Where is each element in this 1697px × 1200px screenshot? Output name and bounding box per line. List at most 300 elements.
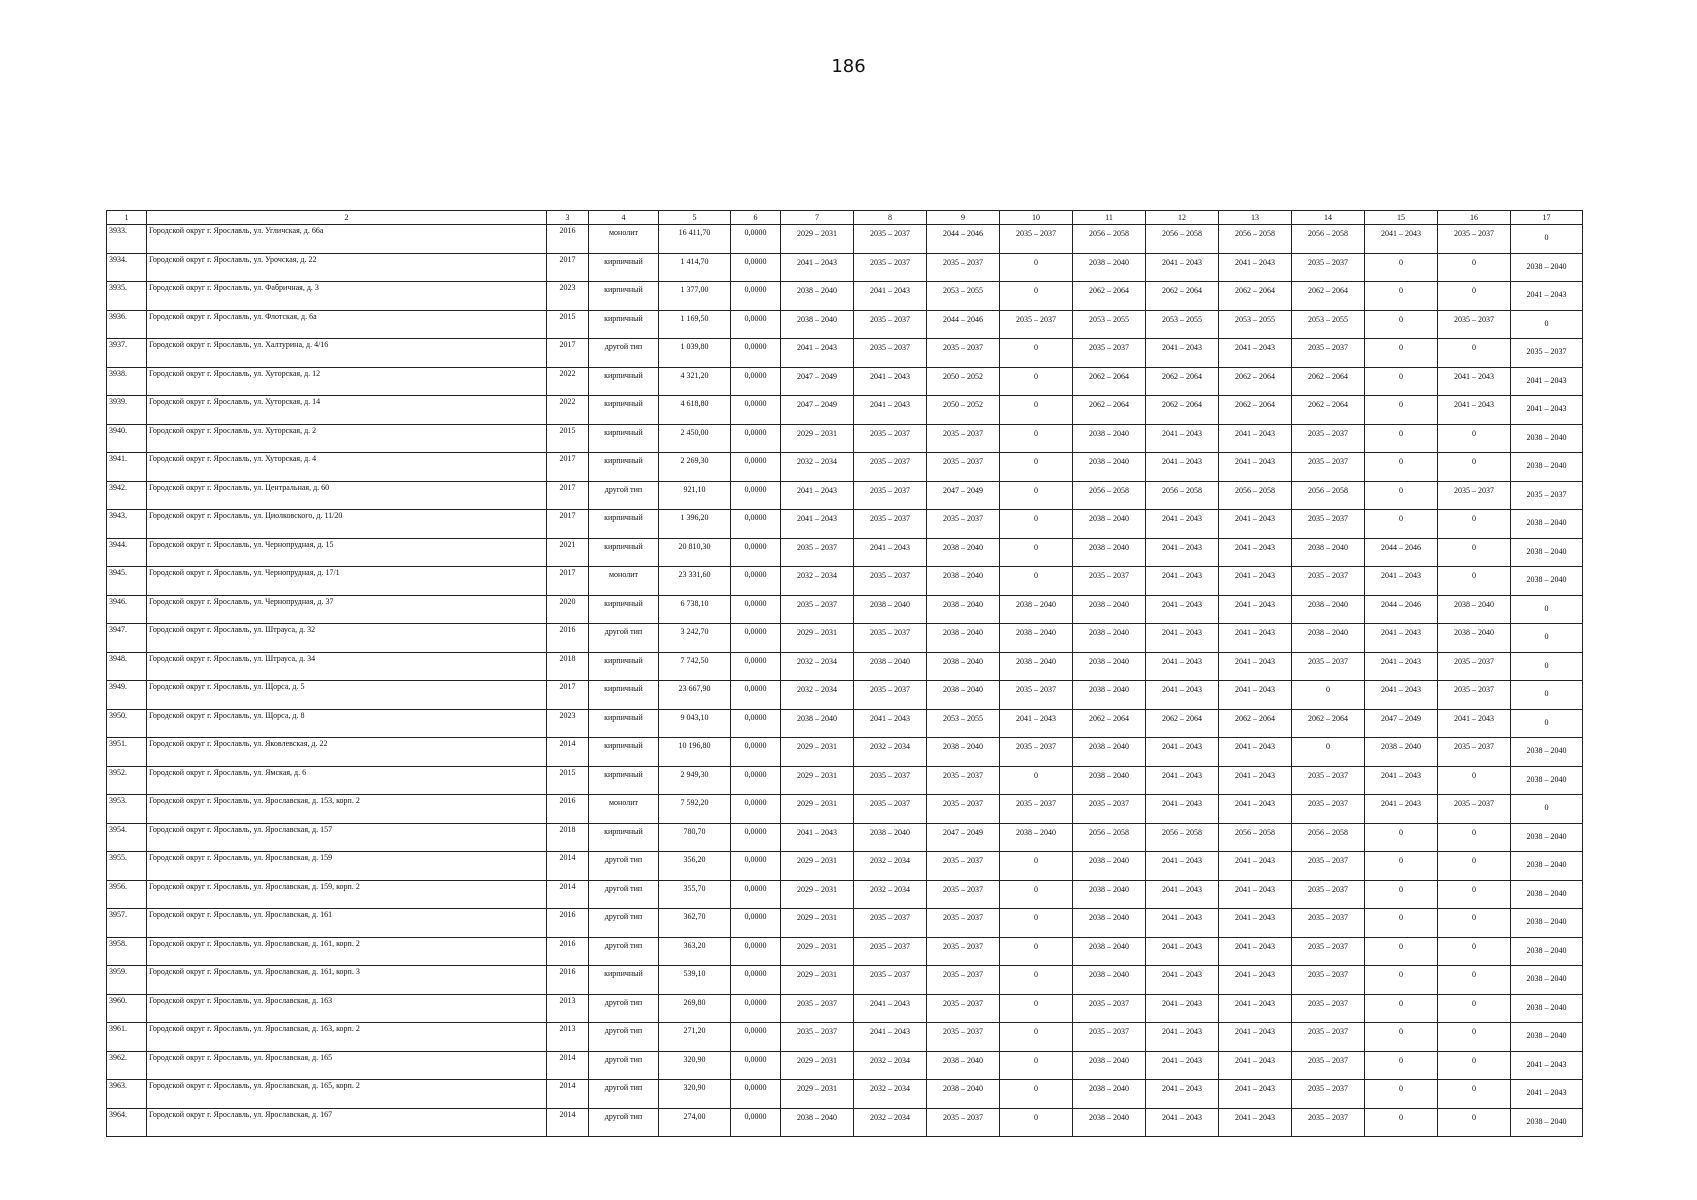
cell-period-10: 2035 – 2037 [1000, 225, 1073, 254]
cell-area: 1 396,20 [659, 510, 731, 539]
cell-row-number: 3945. [107, 567, 147, 596]
cell-period-9: 2038 – 2040 [927, 652, 1000, 681]
cell-year: 2016 [547, 795, 589, 824]
cell-period-11: 2038 – 2040 [1073, 1051, 1146, 1080]
cell-period-17: 2038 – 2040 [1511, 453, 1583, 482]
cell-year: 2017 [547, 567, 589, 596]
cell-address: Городской округ г. Ярославль, ул. Ярославская, д. 165 [147, 1051, 547, 1080]
cell-period-13: 2056 – 2058 [1219, 823, 1292, 852]
cell-period-14: 2035 – 2037 [1292, 510, 1365, 539]
cell-period-13: 2041 – 2043 [1219, 652, 1292, 681]
cell-period-17: 2035 – 2037 [1511, 339, 1583, 368]
cell-period-11: 2056 – 2058 [1073, 481, 1146, 510]
cell-year: 2016 [547, 966, 589, 995]
table-row [107, 681, 1583, 710]
cell-period-13: 2062 – 2064 [1219, 709, 1292, 738]
cell-period-11: 2038 – 2040 [1073, 652, 1146, 681]
table-row [107, 225, 1583, 254]
cell-period-15: 0 [1365, 1108, 1438, 1137]
cell-wall-material: другой тип [589, 1080, 659, 1109]
cell-period-11: 2038 – 2040 [1073, 253, 1146, 282]
cell-period-9: 2044 – 2046 [927, 225, 1000, 254]
table-row [107, 795, 1583, 824]
cell-period-10: 0 [1000, 538, 1073, 567]
column-number-header-row [107, 211, 1583, 225]
cell-share: 0,0000 [731, 567, 781, 596]
cell-period-15: 0 [1365, 937, 1438, 966]
cell-period-7: 2029 – 2031 [781, 766, 854, 795]
cell-address: Городской округ г. Ярославль, ул. Фабричная, д. 3 [147, 282, 547, 311]
column-header-3: 3 [547, 211, 589, 225]
cell-row-number: 3956. [107, 880, 147, 909]
cell-period-13: 2053 – 2055 [1219, 310, 1292, 339]
cell-area: 1 039,80 [659, 339, 731, 368]
cell-year: 2017 [547, 253, 589, 282]
page-number: 186 [831, 56, 866, 77]
cell-period-7: 2035 – 2037 [781, 538, 854, 567]
cell-period-13: 2041 – 2043 [1219, 852, 1292, 881]
cell-period-17: 2038 – 2040 [1511, 880, 1583, 909]
cell-row-number: 3949. [107, 681, 147, 710]
cell-period-16: 2038 – 2040 [1438, 624, 1511, 653]
cell-period-16: 0 [1438, 1080, 1511, 1109]
cell-year: 2014 [547, 1080, 589, 1109]
cell-period-16: 0 [1438, 823, 1511, 852]
cell-period-11: 2062 – 2064 [1073, 396, 1146, 425]
cell-row-number: 3962. [107, 1051, 147, 1080]
cell-period-13: 2041 – 2043 [1219, 339, 1292, 368]
cell-period-17: 0 [1511, 681, 1583, 710]
cell-area: 355,70 [659, 880, 731, 909]
cell-period-14: 2062 – 2064 [1292, 282, 1365, 311]
cell-period-10: 0 [1000, 966, 1073, 995]
cell-period-9: 2035 – 2037 [927, 909, 1000, 938]
cell-address: Городской округ г. Ярославль, ул. Хуторская, д. 12 [147, 367, 547, 396]
cell-period-15: 0 [1365, 966, 1438, 995]
cell-wall-material: монолит [589, 795, 659, 824]
cell-period-16: 0 [1438, 282, 1511, 311]
cell-period-13: 2041 – 2043 [1219, 567, 1292, 596]
cell-share: 0,0000 [731, 823, 781, 852]
column-header-10: 10 [1000, 211, 1073, 225]
cell-wall-material: кирпичный [589, 424, 659, 453]
cell-year: 2023 [547, 709, 589, 738]
cell-period-12: 2041 – 2043 [1146, 966, 1219, 995]
cell-period-9: 2035 – 2037 [927, 880, 1000, 909]
cell-period-11: 2062 – 2064 [1073, 709, 1146, 738]
cell-period-13: 2056 – 2058 [1219, 225, 1292, 254]
table-row [107, 510, 1583, 539]
cell-area: 539,10 [659, 966, 731, 995]
cell-area: 921,10 [659, 481, 731, 510]
cell-period-16: 0 [1438, 766, 1511, 795]
cell-address: Городской округ г. Ярославль, ул. Ярославская, д. 153, корп. 2 [147, 795, 547, 824]
cell-period-13: 2041 – 2043 [1219, 538, 1292, 567]
cell-period-14: 2062 – 2064 [1292, 709, 1365, 738]
cell-wall-material: другой тип [589, 909, 659, 938]
cell-period-11: 2038 – 2040 [1073, 880, 1146, 909]
cell-period-13: 2041 – 2043 [1219, 424, 1292, 453]
cell-area: 10 196,80 [659, 738, 731, 767]
cell-period-13: 2041 – 2043 [1219, 253, 1292, 282]
cell-area: 3 242,70 [659, 624, 731, 653]
cell-period-11: 2038 – 2040 [1073, 681, 1146, 710]
cell-period-14: 2062 – 2064 [1292, 367, 1365, 396]
cell-row-number: 3958. [107, 937, 147, 966]
cell-period-11: 2038 – 2040 [1073, 937, 1146, 966]
cell-period-12: 2056 – 2058 [1146, 823, 1219, 852]
cell-address: Городской округ г. Ярославль, ул. Щорса, д. 8 [147, 709, 547, 738]
cell-period-7: 2029 – 2031 [781, 937, 854, 966]
column-header-11: 11 [1073, 211, 1146, 225]
cell-period-7: 2029 – 2031 [781, 738, 854, 767]
cell-row-number: 3947. [107, 624, 147, 653]
cell-address: Городской округ г. Ярославль, ул. Ямская, д. 6 [147, 766, 547, 795]
cell-period-13: 2041 – 2043 [1219, 681, 1292, 710]
cell-year: 2022 [547, 396, 589, 425]
cell-period-8: 2041 – 2043 [854, 994, 927, 1023]
cell-area: 4 618,80 [659, 396, 731, 425]
cell-period-15: 2038 – 2040 [1365, 738, 1438, 767]
cell-period-7: 2029 – 2031 [781, 1080, 854, 1109]
cell-period-8: 2041 – 2043 [854, 1023, 927, 1052]
cell-wall-material: другой тип [589, 937, 659, 966]
cell-period-14: 2035 – 2037 [1292, 1051, 1365, 1080]
cell-wall-material: кирпичный [589, 681, 659, 710]
table-row [107, 766, 1583, 795]
cell-period-10: 0 [1000, 1023, 1073, 1052]
cell-address: Городской округ г. Ярославль, ул. Штрауса, д. 32 [147, 624, 547, 653]
cell-period-14: 2035 – 2037 [1292, 852, 1365, 881]
cell-period-10: 2038 – 2040 [1000, 652, 1073, 681]
cell-wall-material: другой тип [589, 994, 659, 1023]
cell-wall-material: кирпичный [589, 253, 659, 282]
cell-period-13: 2041 – 2043 [1219, 595, 1292, 624]
cell-period-7: 2029 – 2031 [781, 852, 854, 881]
cell-period-8: 2032 – 2034 [854, 880, 927, 909]
cell-period-11: 2038 – 2040 [1073, 510, 1146, 539]
cell-area: 4 321,20 [659, 367, 731, 396]
cell-period-12: 2041 – 2043 [1146, 652, 1219, 681]
cell-period-15: 0 [1365, 424, 1438, 453]
cell-period-12: 2062 – 2064 [1146, 282, 1219, 311]
cell-period-9: 2038 – 2040 [927, 567, 1000, 596]
cell-row-number: 3960. [107, 994, 147, 1023]
cell-period-9: 2035 – 2037 [927, 453, 1000, 482]
cell-year: 2015 [547, 310, 589, 339]
cell-period-10: 0 [1000, 253, 1073, 282]
cell-period-10: 0 [1000, 852, 1073, 881]
cell-period-9: 2035 – 2037 [927, 510, 1000, 539]
cell-period-16: 0 [1438, 567, 1511, 596]
cell-period-7: 2038 – 2040 [781, 709, 854, 738]
cell-period-12: 2041 – 2043 [1146, 852, 1219, 881]
cell-period-17: 2038 – 2040 [1511, 538, 1583, 567]
cell-period-15: 2041 – 2043 [1365, 225, 1438, 254]
cell-period-9: 2053 – 2055 [927, 282, 1000, 311]
cell-period-15: 0 [1365, 994, 1438, 1023]
cell-period-8: 2035 – 2037 [854, 453, 927, 482]
cell-period-12: 2056 – 2058 [1146, 225, 1219, 254]
cell-share: 0,0000 [731, 510, 781, 539]
cell-share: 0,0000 [731, 966, 781, 995]
cell-period-8: 2035 – 2037 [854, 909, 927, 938]
cell-period-7: 2047 – 2049 [781, 396, 854, 425]
cell-period-10: 2035 – 2037 [1000, 738, 1073, 767]
table-row [107, 367, 1583, 396]
cell-period-12: 2041 – 2043 [1146, 766, 1219, 795]
cell-wall-material: другой тип [589, 1023, 659, 1052]
cell-period-8: 2035 – 2037 [854, 310, 927, 339]
cell-period-9: 2035 – 2037 [927, 766, 1000, 795]
cell-period-11: 2038 – 2040 [1073, 766, 1146, 795]
cell-period-12: 2062 – 2064 [1146, 367, 1219, 396]
cell-period-12: 2041 – 2043 [1146, 424, 1219, 453]
column-header-2: 2 [147, 211, 547, 225]
cell-period-15: 0 [1365, 1080, 1438, 1109]
cell-area: 2 450,00 [659, 424, 731, 453]
cell-share: 0,0000 [731, 538, 781, 567]
cell-share: 0,0000 [731, 624, 781, 653]
cell-period-13: 2041 – 2043 [1219, 994, 1292, 1023]
cell-period-11: 2056 – 2058 [1073, 225, 1146, 254]
cell-period-10: 0 [1000, 396, 1073, 425]
cell-area: 363,20 [659, 937, 731, 966]
cell-year: 2014 [547, 1051, 589, 1080]
cell-address: Городской округ г. Ярославль, ул. Циолковского, д. 11/20 [147, 510, 547, 539]
cell-area: 7 592,20 [659, 795, 731, 824]
table-row [107, 994, 1583, 1023]
cell-period-14: 2035 – 2037 [1292, 909, 1365, 938]
cell-period-17: 2038 – 2040 [1511, 567, 1583, 596]
cell-period-7: 2041 – 2043 [781, 481, 854, 510]
cell-year: 2017 [547, 339, 589, 368]
cell-period-15: 2044 – 2046 [1365, 595, 1438, 624]
cell-period-14: 2035 – 2037 [1292, 766, 1365, 795]
cell-period-9: 2035 – 2037 [927, 253, 1000, 282]
cell-share: 0,0000 [731, 880, 781, 909]
cell-period-16: 0 [1438, 510, 1511, 539]
cell-period-15: 2041 – 2043 [1365, 652, 1438, 681]
cell-period-12: 2041 – 2043 [1146, 681, 1219, 710]
cell-share: 0,0000 [731, 681, 781, 710]
cell-period-9: 2035 – 2037 [927, 1108, 1000, 1137]
cell-period-17: 2038 – 2040 [1511, 1108, 1583, 1137]
cell-period-15: 2041 – 2043 [1365, 624, 1438, 653]
cell-period-11: 2038 – 2040 [1073, 453, 1146, 482]
cell-share: 0,0000 [731, 909, 781, 938]
cell-area: 16 411,70 [659, 225, 731, 254]
cell-period-10: 2038 – 2040 [1000, 595, 1073, 624]
cell-address: Городской округ г. Ярославль, ул. Чернопрудная, д. 17/1 [147, 567, 547, 596]
cell-period-7: 2038 – 2040 [781, 282, 854, 311]
cell-period-11: 2038 – 2040 [1073, 909, 1146, 938]
table-row [107, 966, 1583, 995]
cell-share: 0,0000 [731, 481, 781, 510]
cell-address: Городской округ г. Ярославль, ул. Ярославская, д. 163 [147, 994, 547, 1023]
cell-row-number: 3941. [107, 453, 147, 482]
cell-wall-material: другой тип [589, 880, 659, 909]
cell-period-10: 0 [1000, 567, 1073, 596]
cell-wall-material: монолит [589, 567, 659, 596]
cell-period-9: 2035 – 2037 [927, 795, 1000, 824]
cell-area: 780,70 [659, 823, 731, 852]
cell-address: Городской округ г. Ярославль, ул. Хуторская, д. 14 [147, 396, 547, 425]
cell-wall-material: другой тип [589, 1051, 659, 1080]
cell-period-7: 2029 – 2031 [781, 424, 854, 453]
cell-address: Городской округ г. Ярославль, ул. Угличская, д. 66а [147, 225, 547, 254]
cell-address: Городской округ г. Ярославль, ул. Ярославская, д. 165, корп. 2 [147, 1080, 547, 1109]
cell-period-16: 2035 – 2037 [1438, 795, 1511, 824]
cell-period-12: 2041 – 2043 [1146, 595, 1219, 624]
cell-row-number: 3951. [107, 738, 147, 767]
table-row [107, 282, 1583, 311]
cell-period-17: 2041 – 2043 [1511, 1080, 1583, 1109]
column-header-15: 15 [1365, 211, 1438, 225]
cell-year: 2013 [547, 994, 589, 1023]
cell-share: 0,0000 [731, 994, 781, 1023]
cell-period-12: 2041 – 2043 [1146, 253, 1219, 282]
cell-period-17: 2038 – 2040 [1511, 738, 1583, 767]
cell-period-13: 2062 – 2064 [1219, 367, 1292, 396]
cell-period-8: 2041 – 2043 [854, 538, 927, 567]
cell-wall-material: кирпичный [589, 282, 659, 311]
table-row [107, 396, 1583, 425]
cell-period-10: 2035 – 2037 [1000, 795, 1073, 824]
cell-row-number: 3948. [107, 652, 147, 681]
cell-period-15: 0 [1365, 253, 1438, 282]
cell-period-17: 0 [1511, 225, 1583, 254]
cell-period-11: 2038 – 2040 [1073, 738, 1146, 767]
cell-period-11: 2035 – 2037 [1073, 1023, 1146, 1052]
table-row [107, 253, 1583, 282]
cell-period-8: 2038 – 2040 [854, 652, 927, 681]
cell-row-number: 3936. [107, 310, 147, 339]
cell-share: 0,0000 [731, 396, 781, 425]
cell-period-17: 2038 – 2040 [1511, 823, 1583, 852]
cell-period-12: 2041 – 2043 [1146, 994, 1219, 1023]
cell-period-13: 2041 – 2043 [1219, 738, 1292, 767]
cell-period-16: 2038 – 2040 [1438, 595, 1511, 624]
cell-wall-material: другой тип [589, 339, 659, 368]
cell-period-16: 0 [1438, 994, 1511, 1023]
cell-address: Городской округ г. Ярославль, ул. Ярославская, д. 157 [147, 823, 547, 852]
cell-wall-material: другой тип [589, 852, 659, 881]
cell-period-11: 2038 – 2040 [1073, 1080, 1146, 1109]
cell-area: 1 169,50 [659, 310, 731, 339]
cell-period-8: 2035 – 2037 [854, 481, 927, 510]
cell-wall-material: кирпичный [589, 766, 659, 795]
cell-year: 2017 [547, 681, 589, 710]
table-row [107, 538, 1583, 567]
cell-period-17: 2041 – 2043 [1511, 1051, 1583, 1080]
cell-period-17: 2041 – 2043 [1511, 282, 1583, 311]
cell-period-11: 2038 – 2040 [1073, 538, 1146, 567]
cell-year: 2016 [547, 624, 589, 653]
cell-period-15: 0 [1365, 880, 1438, 909]
cell-period-7: 2032 – 2034 [781, 652, 854, 681]
cell-period-10: 0 [1000, 880, 1073, 909]
cell-period-15: 0 [1365, 453, 1438, 482]
cell-year: 2014 [547, 1108, 589, 1137]
column-header-9: 9 [927, 211, 1000, 225]
cell-address: Городской округ г. Ярославль, ул. Халтурина, д. 4/16 [147, 339, 547, 368]
cell-period-17: 2038 – 2040 [1511, 909, 1583, 938]
cell-period-7: 2032 – 2034 [781, 453, 854, 482]
cell-period-16: 2035 – 2037 [1438, 310, 1511, 339]
cell-address: Городской округ г. Ярославль, ул. Яковлевская, д. 22 [147, 738, 547, 767]
cell-period-16: 0 [1438, 453, 1511, 482]
cell-period-16: 2041 – 2043 [1438, 396, 1511, 425]
cell-period-13: 2041 – 2043 [1219, 880, 1292, 909]
cell-wall-material: кирпичный [589, 823, 659, 852]
cell-period-7: 2035 – 2037 [781, 595, 854, 624]
cell-period-14: 2035 – 2037 [1292, 966, 1365, 995]
cell-period-15: 0 [1365, 852, 1438, 881]
cell-period-9: 2050 – 2052 [927, 367, 1000, 396]
cell-period-12: 2041 – 2043 [1146, 1051, 1219, 1080]
cell-period-17: 0 [1511, 624, 1583, 653]
cell-share: 0,0000 [731, 852, 781, 881]
cell-row-number: 3955. [107, 852, 147, 881]
cell-period-15: 0 [1365, 1051, 1438, 1080]
cell-period-16: 0 [1438, 424, 1511, 453]
column-header-4: 4 [589, 211, 659, 225]
cell-period-14: 2035 – 2037 [1292, 567, 1365, 596]
cell-period-15: 0 [1365, 310, 1438, 339]
cell-period-10: 0 [1000, 766, 1073, 795]
cell-share: 0,0000 [731, 795, 781, 824]
table-row [107, 595, 1583, 624]
cell-period-15: 2041 – 2043 [1365, 567, 1438, 596]
cell-period-11: 2038 – 2040 [1073, 624, 1146, 653]
cell-period-17: 0 [1511, 709, 1583, 738]
cell-address: Городской округ г. Ярославль, ул. Ярославская, д. 161 [147, 909, 547, 938]
cell-period-14: 0 [1292, 738, 1365, 767]
cell-row-number: 3935. [107, 282, 147, 311]
cell-row-number: 3938. [107, 367, 147, 396]
cell-period-7: 2038 – 2040 [781, 1108, 854, 1137]
cell-period-14: 2035 – 2037 [1292, 339, 1365, 368]
cell-period-13: 2041 – 2043 [1219, 766, 1292, 795]
cell-row-number: 3944. [107, 538, 147, 567]
cell-row-number: 3939. [107, 396, 147, 425]
cell-address: Городской округ г. Ярославль, ул. Урочская, д. 22 [147, 253, 547, 282]
table-row [107, 852, 1583, 881]
cell-period-13: 2041 – 2043 [1219, 1080, 1292, 1109]
cell-wall-material: кирпичный [589, 396, 659, 425]
cell-address: Городской округ г. Ярославль, ул. Хуторская, д. 4 [147, 453, 547, 482]
cell-period-8: 2035 – 2037 [854, 966, 927, 995]
cell-period-7: 2029 – 2031 [781, 795, 854, 824]
cell-period-7: 2029 – 2031 [781, 880, 854, 909]
cell-period-17: 0 [1511, 795, 1583, 824]
cell-share: 0,0000 [731, 766, 781, 795]
cell-period-9: 2050 – 2052 [927, 396, 1000, 425]
cell-period-17: 2038 – 2040 [1511, 1023, 1583, 1052]
cell-address: Городской округ г. Ярославль, ул. Щорса, д. 5 [147, 681, 547, 710]
cell-period-10: 0 [1000, 937, 1073, 966]
cell-period-9: 2035 – 2037 [927, 1023, 1000, 1052]
cell-address: Городской округ г. Ярославль, ул. Ярославская, д. 159, корп. 2 [147, 880, 547, 909]
table-row [107, 652, 1583, 681]
cell-address: Городской округ г. Ярославль, ул. Хуторская, д. 2 [147, 424, 547, 453]
cell-period-15: 0 [1365, 339, 1438, 368]
cell-period-7: 2041 – 2043 [781, 510, 854, 539]
cell-area: 7 742,50 [659, 652, 731, 681]
cell-period-13: 2041 – 2043 [1219, 624, 1292, 653]
cell-period-13: 2041 – 2043 [1219, 909, 1292, 938]
